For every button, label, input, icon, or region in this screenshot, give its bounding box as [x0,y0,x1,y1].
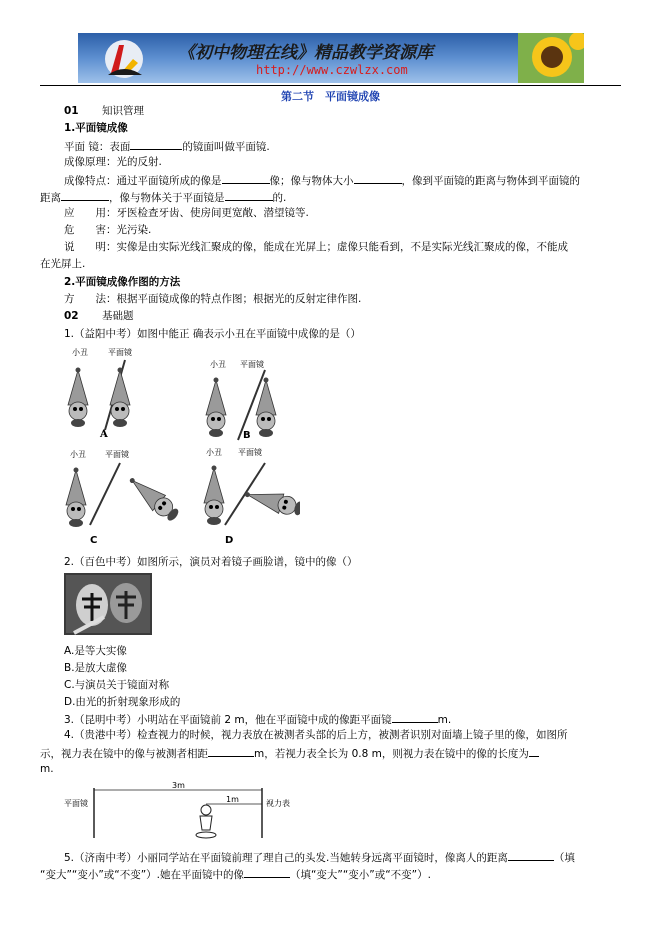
option-b-figure [206,359,276,441]
harm-label: 危 害： [64,224,117,236]
q4-distance-3m: 3m [172,781,185,790]
blank [222,172,270,184]
q3-text-a: 3.（昆明中考）小明站在平面镜前 2 m，他在平面镜中成的像距平面镜 [64,714,392,726]
question-4-line2 [40,745,621,762]
option-c-mirror-label: 平面镜 [105,450,129,459]
harm [64,223,621,238]
option-d-mirror-label: 平面镜 [238,448,262,457]
q1-figure [60,345,300,545]
question-5-line2 [40,866,621,883]
part2-heading [64,309,621,324]
option-b-label: B [243,430,251,441]
part1-h2: 2.平面镜成像作图的方法 [64,276,181,288]
blank [354,172,402,184]
q2-photo [64,573,152,635]
note-cont: 在光屏上. [40,258,86,270]
option-b-mirror-label: 平面镜 [240,360,264,369]
q3-text-b: m. [437,714,452,726]
blank [508,849,554,861]
option-b-clown-label: 小丑 [210,360,226,369]
app-label: 应 用： [64,207,117,219]
q5-text-b: （填 [553,852,575,864]
features-line2 [40,189,621,206]
blank [225,189,273,201]
method-label: 方 法： [64,293,117,305]
q4-distance-1m: 1m [226,795,239,804]
banner-url: http://www.czwlzx.com [256,63,408,77]
sunflower-icon [518,33,584,83]
blank [244,866,290,878]
q4-chart-label: 视力表 [266,799,290,808]
question-5-line1 [64,849,621,866]
part1-number: 01 [64,105,79,117]
app-text: 牙医检查牙齿、使房间更宽敞、潜望镜等. [116,207,309,219]
feat-text-a: 成像特点：通过平面镜所成的像是 [64,175,222,187]
def-text-b: 的镜面叫做平面镜. [182,141,270,153]
feat-text-e: ，像与物体关于平面镜是 [109,192,225,204]
header-banner [78,33,584,83]
part1-title: 知识管理 [102,105,144,117]
q4-mirror-label: 平面镜 [64,799,88,808]
question-3 [64,711,621,728]
question-4-line3: m. [40,763,54,775]
q5-text-c: “变大”“变小”或“不变”）.她在平面镜中的像 [40,869,244,881]
option-a-label: A [100,429,108,440]
section-title: 第二节 平面镜成像 [281,90,380,103]
option-d-label: D [225,535,234,545]
header-rule [40,85,621,86]
method [64,292,621,307]
person-icon [196,805,216,838]
q5-text-d: （填“变大”“变小”或“不变”）. [289,869,431,881]
question-4-line1: 4.（贵港中考）检查视力的时候，视力表放在被测者头部的后上方，被测者识别对面墙上镜子里的像，如图所 [64,729,568,741]
feat-text-d: 距离 [40,192,61,204]
feat-text-b: 像；像与物体大小 [269,175,354,187]
question-1: 1.（益阳中考）如图中能正 确表示小丑在平面镜中成像的是（） [64,328,361,340]
part2-number: 02 [64,310,79,322]
option-d-figure [204,447,300,545]
blank [61,189,109,201]
option-a-clown-label: 小丑 [72,348,88,357]
part2-title: 基础题 [102,310,134,322]
feat-text-f: 的. [272,192,287,204]
option-c-label: C [90,535,98,545]
note-label: 说 明： [64,241,117,253]
option-a-mirror-label: 平面镜 [108,348,132,357]
harm-text: 光污染. [116,224,152,236]
method-text: 根据平面镜成像的特点作图；根据光的反射定律作图. [116,293,362,305]
note [64,240,621,255]
q4-text-b: 示，视力表在镜中的像与被测者相距 [40,748,208,760]
features-line1 [64,172,621,189]
part1-h1: 1.平面镜成像 [64,122,128,134]
option-c-clown-label: 小丑 [70,450,86,459]
application [64,206,621,221]
option-c-figure [66,449,182,545]
def-text-a: 平面 镜：表面 [64,141,131,153]
blank [392,711,438,723]
logo-icon [105,40,143,78]
blank [130,138,182,150]
question-2: 2.（百色中考）如图所示，演员对着镜子画脸谱，镜中的像（） [64,556,358,568]
option-d-clown-label: 小丑 [206,448,222,457]
option-a-figure [68,347,132,440]
principle: 成像原理：光的反射. [64,156,162,168]
q2-option-a: A.是等大实像 [64,645,127,657]
blank [208,745,254,757]
mirror-definition [64,138,621,155]
q4-text-c: m，若视力表全长为 0.8 m，则视力表在镜中的像的长度为 [254,748,529,760]
q2-option-d: D.由光的折射现象形成的 [64,696,181,708]
banner-title: 《初中物理在线》精品教学资源库 [178,43,433,63]
q2-option-b: B.是放大虚像 [64,662,128,674]
q4-figure [64,780,304,842]
note-text: 实像是由实际光线汇聚成的像，能成在光屏上；虚像只能看到，不是实际光线汇聚成的像，不能成 [116,241,568,253]
blank [529,745,539,757]
feat-text-c: ，像到平面镜的距离与物体到平面镜的 [401,175,580,187]
q2-option-c: C.与演员关于镜面对称 [64,679,170,691]
part1-heading [64,104,621,119]
q5-text-a: 5.（济南中考）小丽同学站在平面镜前理了理自己的头发.当她转身远离平面镜时，像离人的距离 [64,852,508,864]
